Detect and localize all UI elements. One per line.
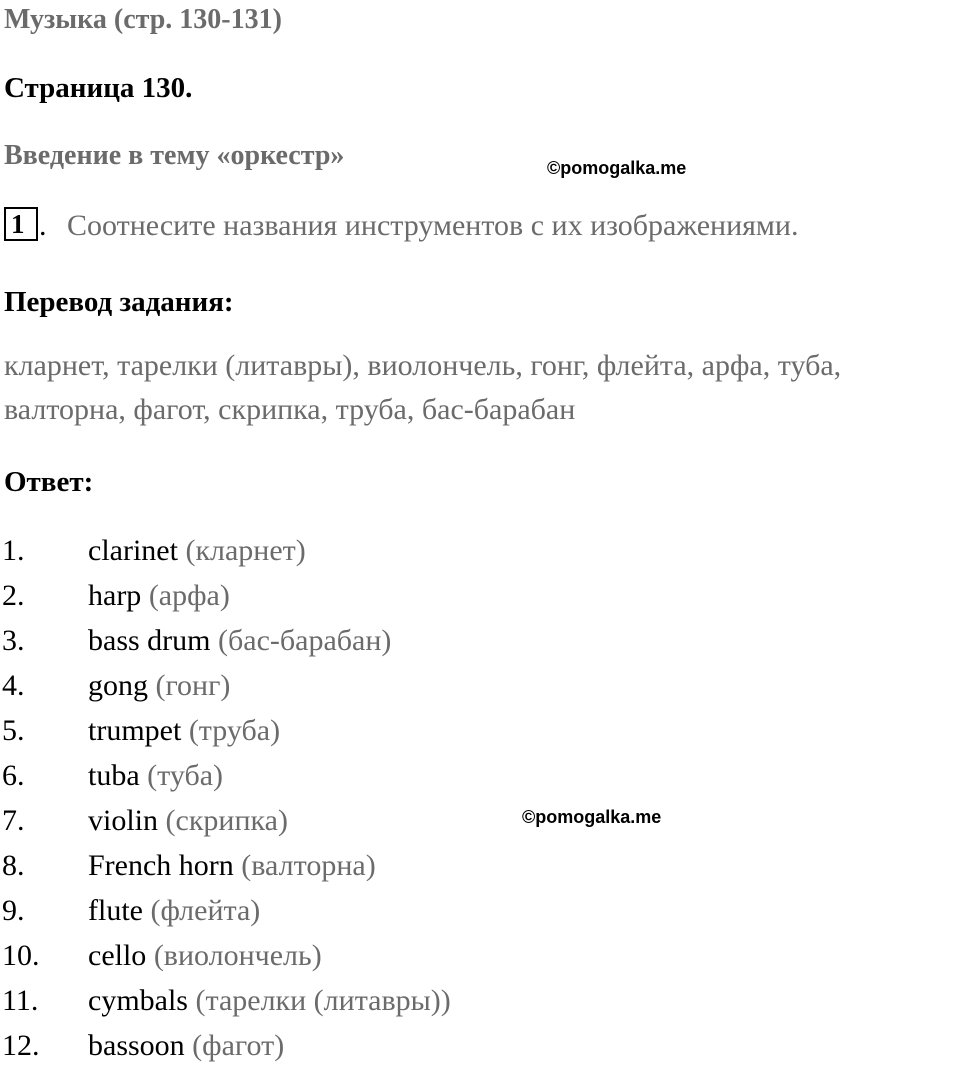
answer-english <box>88 663 230 708</box>
task-text: Соотнесите названия инструментов с их изображениями. <box>67 209 799 242</box>
answer-russian: (валторна) <box>241 849 376 882</box>
answer-number: 8. <box>2 849 25 882</box>
answer-english <box>88 843 376 888</box>
answer-russian: (тарелки (литавры)) <box>195 984 451 1017</box>
answer-number: 12. <box>2 1029 40 1062</box>
answer-english-text: violin <box>88 804 159 837</box>
answer-russian: (туба) <box>147 759 224 792</box>
answer-number: 2. <box>2 579 25 612</box>
answer-english <box>88 798 288 843</box>
answer-russian: (бас-барабан) <box>218 624 392 657</box>
answer-number: 10. <box>2 939 40 972</box>
answer-russian: (арфа) <box>148 579 230 612</box>
answer-english-text: bassoon <box>88 1029 185 1062</box>
answer-russian: (фагот) <box>192 1029 285 1062</box>
task-number-suffix: . <box>39 209 47 242</box>
answer-english <box>88 888 260 933</box>
answer-english <box>88 978 451 1023</box>
answer-english-text: tuba <box>88 759 140 792</box>
answer-english-text: bass drum <box>88 624 211 657</box>
translation-line: валторна, фагот, скрипка, труба, бас-барабан <box>4 393 576 426</box>
page-heading: Страница 130. <box>4 72 193 104</box>
answer-number: 11. <box>2 984 39 1017</box>
translation-heading: Перевод задания: <box>4 286 234 318</box>
answer-russian: (труба) <box>188 714 281 747</box>
answer-russian: (гонг) <box>155 669 231 702</box>
answer-english <box>88 573 230 618</box>
answer-english-text: clarinet <box>88 534 178 567</box>
answer-heading: Ответ: <box>4 466 94 498</box>
answer-english <box>88 1023 284 1068</box>
answer-english-text: flute <box>88 894 143 927</box>
answer-russian: (кларнет) <box>185 534 306 567</box>
answer-russian: (скрипка) <box>165 804 288 837</box>
answer-number: 9. <box>2 894 25 927</box>
answer-english <box>88 528 306 573</box>
answer-english-text: cymbals <box>88 984 188 1017</box>
watermark: ©pomogalka.me <box>547 158 687 178</box>
answer-number: 5. <box>2 714 25 747</box>
watermark: ©pomogalka.me <box>522 807 662 827</box>
answer-english <box>88 708 280 753</box>
answer-number: 1. <box>2 534 25 567</box>
answer-english <box>88 618 391 663</box>
document-title: Музыка (стр. 130-131) <box>4 4 282 35</box>
answer-number: 7. <box>2 804 25 837</box>
answer-english-text: trumpet <box>88 714 182 747</box>
answer-number: 6. <box>2 759 25 792</box>
section-heading: Введение в тему «оркестр» <box>4 140 345 171</box>
answer-english-text: gong <box>88 669 148 702</box>
answer-english <box>88 933 322 978</box>
answer-russian: (флейта) <box>150 894 261 927</box>
answer-number: 3. <box>2 624 25 657</box>
answer-russian: (виолончель) <box>153 939 322 972</box>
task-number-box: 1 <box>4 207 38 241</box>
answer-english-text: French horn <box>88 849 234 882</box>
answer-english <box>88 753 223 798</box>
answer-english-text: cello <box>88 939 147 972</box>
answer-english-text: harp <box>88 579 142 612</box>
answer-number: 4. <box>2 669 25 702</box>
translation-line: кларнет, тарелки (литавры), виолончель, гонг, флейта, арфа, туба, <box>4 349 842 382</box>
